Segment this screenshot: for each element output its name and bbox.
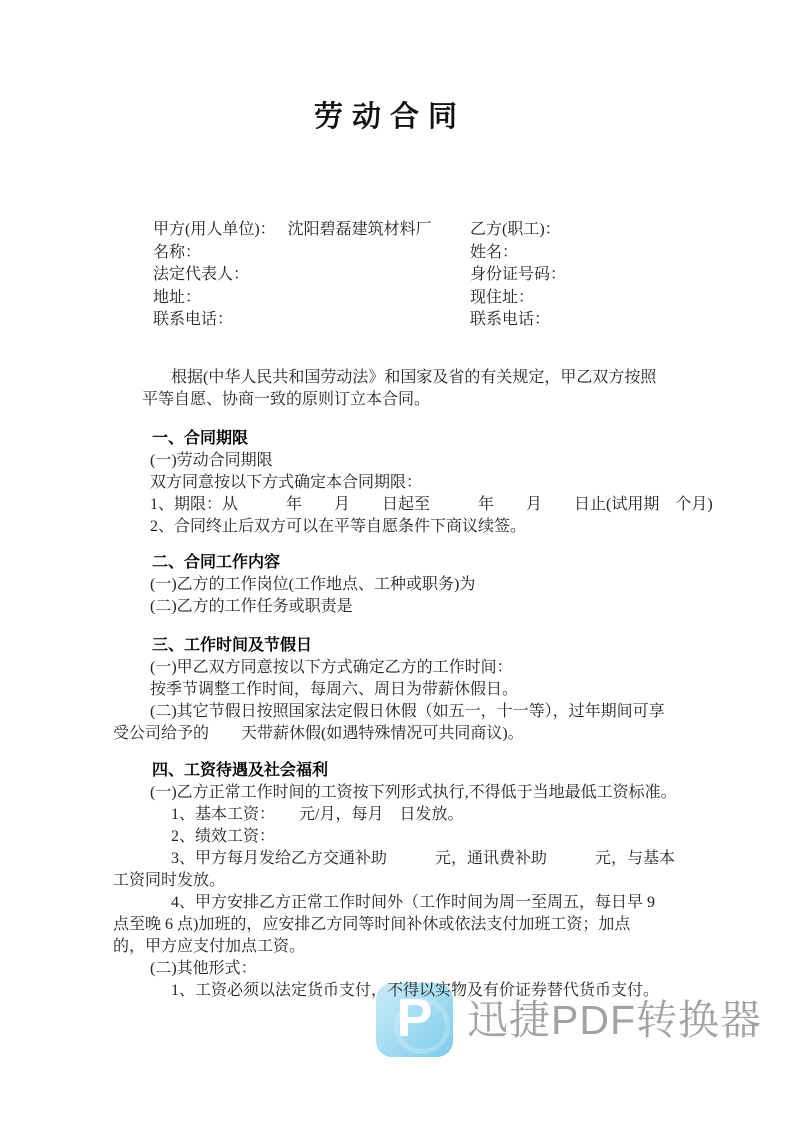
contract-line: (二)乙方的工作任务或职责是 [150,598,353,615]
intro-line: 根据(中华人民共和国劳动法》和国家及省的有关规定，甲乙双方按照 [171,369,657,386]
contract-line: 1、期限：从 年 月 日起至 年 月 日止(试用期 个月) [150,496,713,513]
contract-line: 3、甲方每月发给乙方交通补助 元，通讯费补助 元，与基本 [171,850,676,867]
party-row [113,264,713,287]
contract-line: (一)乙方的工作岗位(工作地点、工种或职务)为 [150,576,476,593]
contract-line: (二)其他形式： [150,960,257,977]
contract-section [113,635,713,745]
contract-line: 2、绩效工资： [171,828,276,845]
party-left-field [113,242,470,265]
party-right-field: 姓名： [470,243,519,261]
party-row [113,242,713,265]
contract-line: (一)乙方正常工作时间的工资按下列形式执行,不得低于当地最低工资标准。 [150,784,677,801]
party-left-field [113,219,470,242]
party-right-field: 现住址： [470,288,535,306]
party-left-field [113,264,470,287]
party-row [113,287,713,310]
contract-line: (一)甲乙双方同意按以下方式确定乙方的工作时间： [150,659,513,676]
contract-line: 的，甲方应支付加点工资。 [113,938,306,955]
contract-section [113,552,713,618]
party-right-field: 联系电话： [470,311,551,328]
contract-section [113,428,713,538]
section-heading: 二、合同工作内容 [152,554,281,571]
party-info-block [113,219,713,332]
contract-line: 受公司给予的 天带薪休假(如遇特殊情况可共同商议)。 [113,725,524,742]
party-row [113,219,713,242]
contract-line: (二)其它节假日按照国家法定假日休假（如五一，十一等），过年期间可享 [150,703,665,720]
party-left-field [113,287,470,310]
contract-line: (一)劳动合同期限 [150,452,273,469]
intro-paragraph [113,367,713,411]
party-right-field: 身份证号码： [470,266,567,283]
section-heading: 一、合同期限 [152,430,249,447]
party-row [113,309,713,332]
party-field-label: 甲方(用人单位)： [153,221,276,238]
watermark-text: 迅捷PDF转换器 [467,997,762,1043]
contract-line: 2、合同终止后双方可以在平等自愿条件下商议续签。 [150,518,527,535]
party-field-label: 法定代表人： [153,266,250,283]
party-field-label: 地址： [153,288,202,306]
contract-line: 1、工资必须以法定货币支付，不得以实物及有价证券替代货币支付。 [171,982,660,999]
contract-line: 1、基本工资： 元/月，每月 日发放。 [171,806,464,823]
contract-line: 按季节调整工作时间，每周六、周日为带薪休假日。 [150,681,519,698]
contract-section [113,760,713,1002]
party-field-label: 名称： [153,243,202,261]
intro-line: 平等自愿、协商一致的原则订立本合同。 [142,391,431,408]
contract-line: 工资同时发放。 [113,872,226,889]
contract-line: 双方同意按以下方式确定本合同期限： [150,474,423,491]
contract-line: 4、甲方安排乙方正常工作时间外（工作时间为周一至周五，每日早 9 [171,894,656,911]
party-field-label: 联系电话： [153,311,234,328]
contract-line: 点至晚 6 点)加班的，应安排乙方同等时间补休或依法支付加班工资；加点 [113,916,631,933]
document-title: 劳动合同 [313,99,466,133]
party-left-field [113,309,470,332]
party-right-field: 乙方(职工)： [470,221,561,238]
party-field-value: 沈阳碧磊建筑材料厂 [287,221,432,238]
section-heading: 三、工作时间及节假日 [152,637,313,654]
logo-letter: P [396,988,433,1048]
section-heading: 四、工资待遇及社会福利 [152,762,329,779]
